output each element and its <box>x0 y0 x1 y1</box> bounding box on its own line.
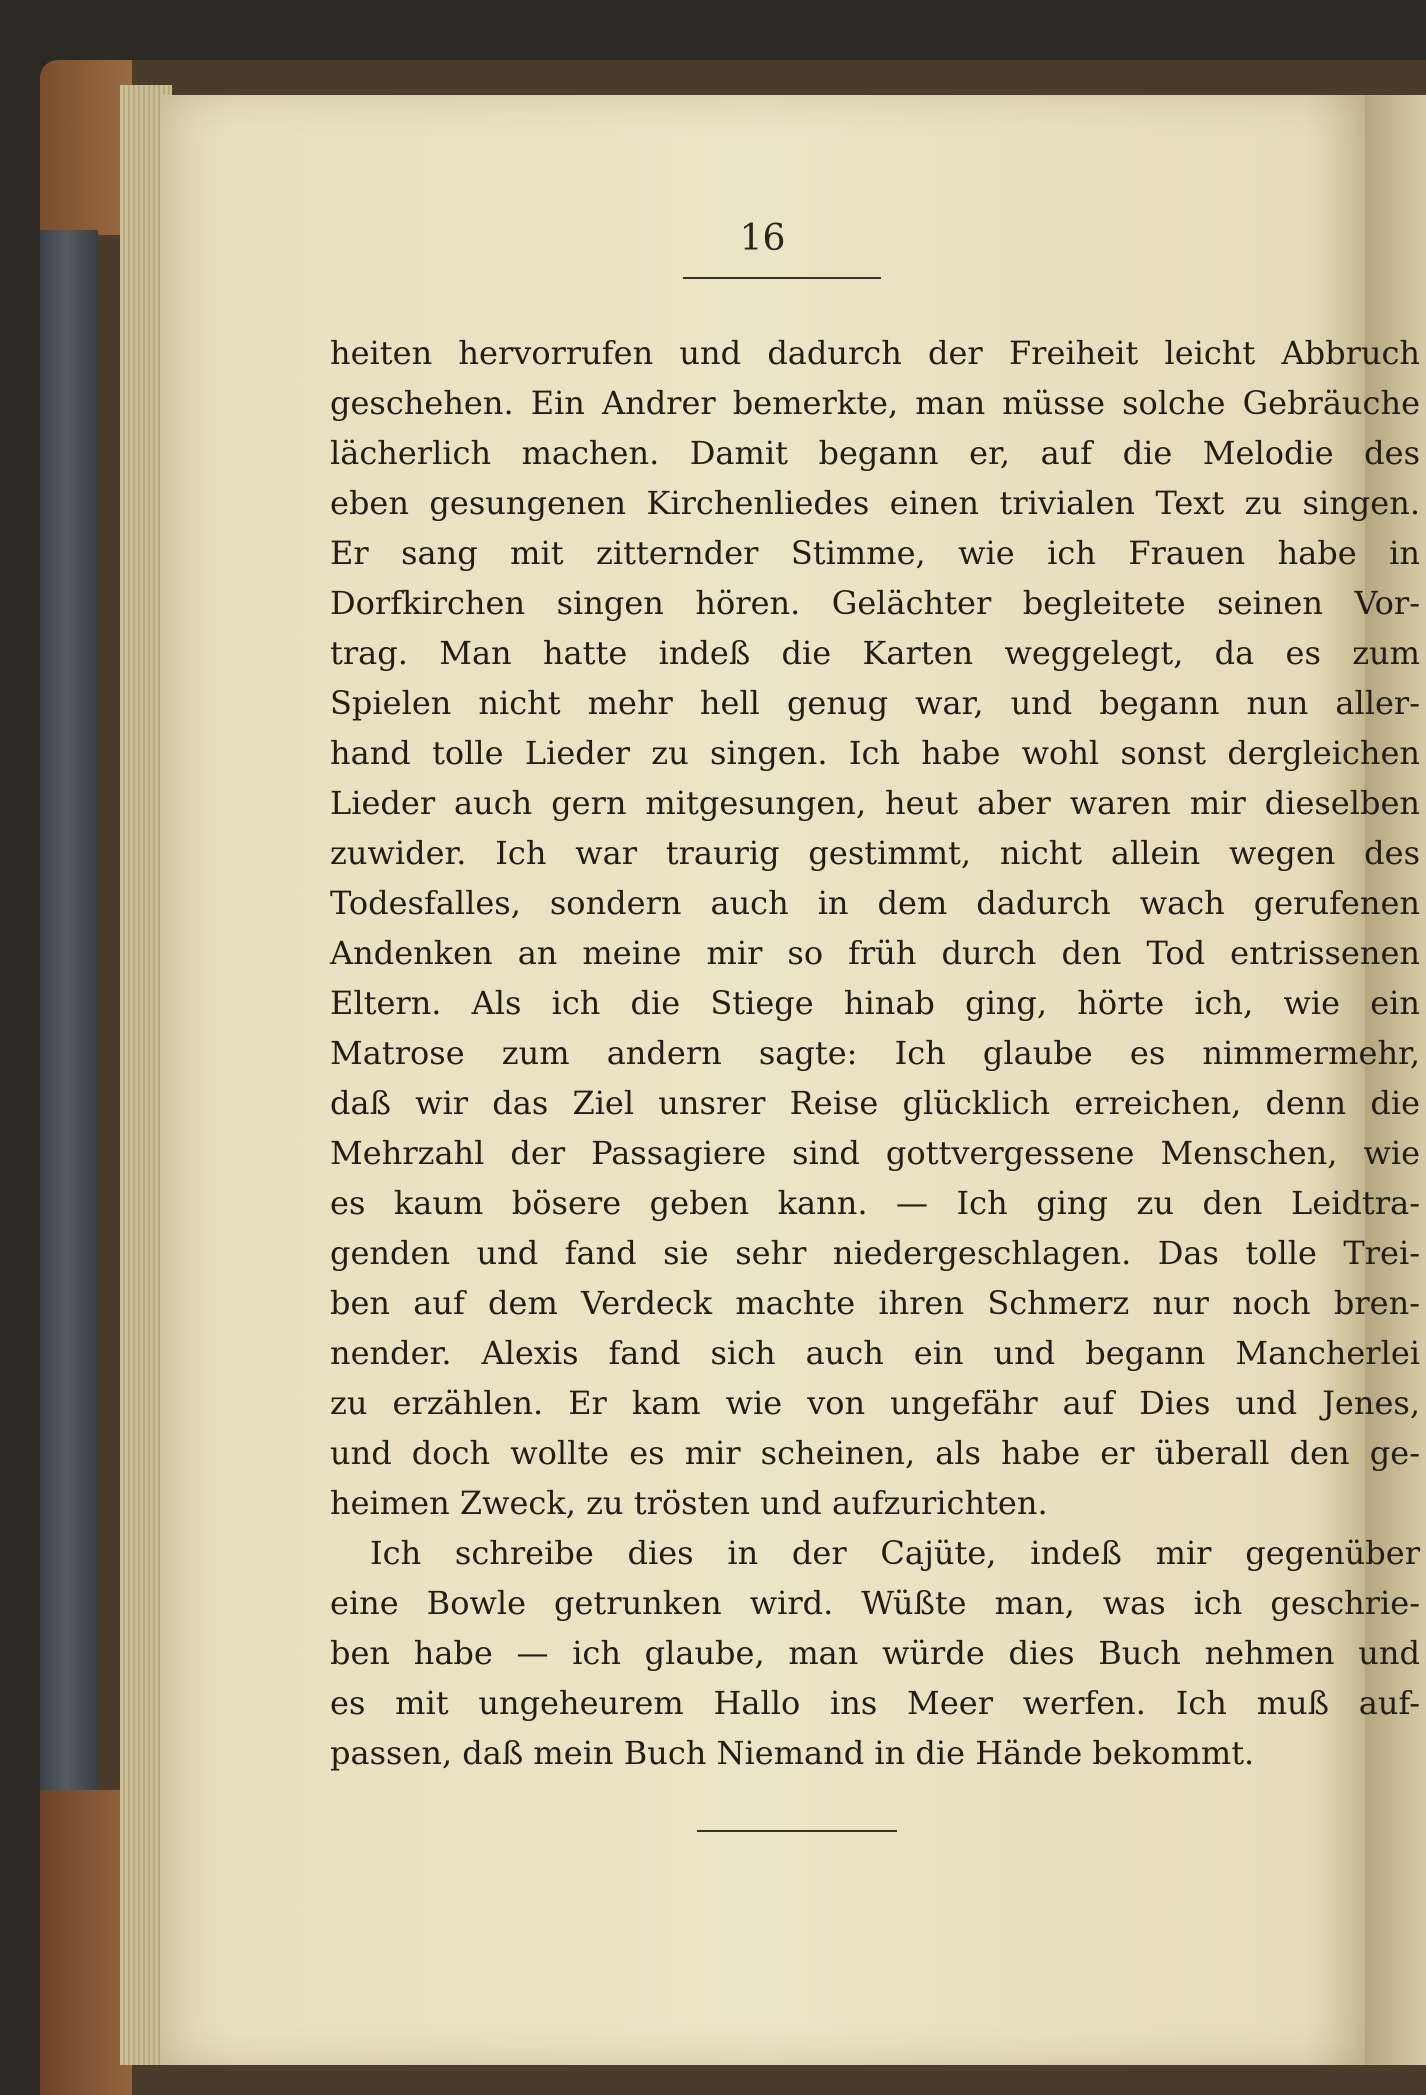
text-line: hand tolle Lieder zu singen. Ich habe wohl sonst dergleichen <box>330 734 1420 772</box>
page-text <box>330 328 1420 1778</box>
text-line: nender. Alexis fand sich auch ein und begann Mancherlei <box>330 1334 1420 1372</box>
text-line: Andenken an meine mir so früh durch den Tod entrissenen <box>330 934 1420 972</box>
book-page <box>160 95 1420 2065</box>
header-rule <box>683 277 881 279</box>
page-number: 16 <box>739 218 786 259</box>
text-line: ben auf dem Verdeck machte ihren Schmerz nur noch bren- <box>330 1284 1420 1322</box>
text-line: Lieder auch gern mitgesungen, heut aber waren mir dieselben <box>330 784 1420 822</box>
text-line: es mit ungeheurem Hallo ins Meer werfen. Ich muß auf- <box>330 1684 1420 1722</box>
text-line: eben gesungenen Kirchenliedes einen trivialen Text zu singen. <box>330 484 1420 522</box>
text-line: Ich schreibe dies in der Cajüte, indeß mir gegenüber <box>370 1534 1420 1572</box>
text-line: geschehen. Ein Andrer bemerkte, man müsse solche Gebräuche <box>330 384 1420 422</box>
text-line: Dorfkirchen singen hören. Gelächter begleitete seinen Vor- <box>330 584 1420 622</box>
text-line: Eltern. Als ich die Stiege hinab ging, hörte ich, wie ein <box>330 984 1420 1022</box>
text-line: Matrose zum andern sagte: Ich glaube es nimmermehr, <box>330 1034 1420 1072</box>
text-line: lächerlich machen. Damit begann er, auf die Melodie des <box>330 434 1420 472</box>
text-line: passen, daß mein Buch Niemand in die Hände bekommt. <box>330 1734 1255 1772</box>
text-line: zuwider. Ich war traurig gestimmt, nicht allein wegen des <box>330 834 1420 872</box>
text-line: daß wir das Ziel unsrer Reise glücklich erreichen, denn die <box>330 1084 1420 1122</box>
text-line: Todesfalles, sondern auch in dem dadurch wach gerufenen <box>330 884 1420 922</box>
text-line: zu erzählen. Er kam wie von ungefähr auf Dies und Jenes, <box>330 1384 1420 1422</box>
book-corner-leather-top <box>40 60 132 235</box>
text-line: ben habe — ich glaube, man würde dies Buch nehmen und <box>330 1634 1420 1672</box>
text-line: trag. Man hatte indeß die Karten weggelegt, da es zum <box>330 634 1420 672</box>
text-line: genden und fand sie sehr niedergeschlagen. Das tolle Trei- <box>330 1234 1420 1272</box>
footer-rule <box>697 1830 897 1832</box>
book-cover-cloth <box>40 230 98 1790</box>
text-line: es kaum bösere geben kann. — Ich ging zu den Leidtra- <box>330 1184 1420 1222</box>
text-line: und doch wollte es mir scheinen, als habe er überall den ge- <box>330 1434 1420 1472</box>
text-line: Mehrzahl der Passagiere sind gottvergessene Menschen, wie <box>330 1134 1420 1172</box>
book-corner-leather-bottom <box>40 1790 132 2095</box>
text-line: heiten hervorrufen und dadurch der Freiheit leicht Abbruch <box>330 334 1420 372</box>
text-line: Spielen nicht mehr hell genug war, und begann nun aller- <box>330 684 1420 722</box>
text-line: eine Bowle getrunken wird. Wüßte man, was ich geschrie- <box>330 1584 1420 1622</box>
text-line: Er sang mit zitternder Stimme, wie ich Frauen habe in <box>330 534 1420 572</box>
text-line: heimen Zweck, zu trösten und aufzurichten. <box>330 1484 1048 1522</box>
